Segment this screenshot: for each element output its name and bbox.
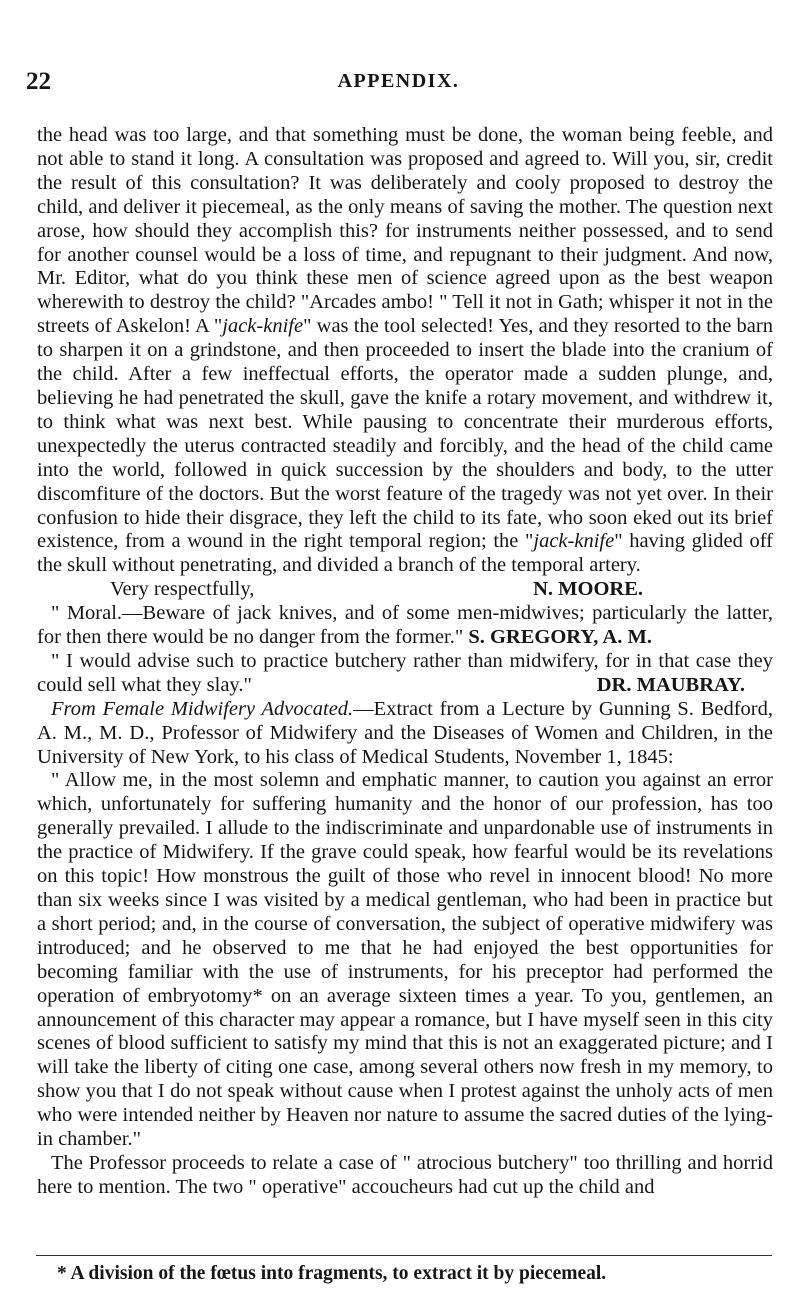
footnote: * A division of the fœtus into fragments, to extract it by piecemeal. [57,1263,607,1284]
narrative-part-1: the head was too large, and that something must be done, the woman being feeble, and not able to stand it long. A consultation was proposed and agreed to. Will you, sir, credit the result of this consultation? It was deliberately and cooly proposed to destroy the child, and deliver it piecemeal, as the only means of saving the mother. The question next arose, how should they accomplish this? for instruments neither possessed, and to send for another counsel would be a loss of time, and repugnant to their judgment. And now, Mr. Editor, what do you think these men of science agreed upon as the best weapon wherewith to destroy the child? "Arcades ambo! " Tell it not in Gath; whisper it not in the streets of Askelon! A " [37,124,773,338]
signature-moore [37,578,773,602]
page-number: 22 [26,68,51,95]
signoff-text: Very respectfully, [110,578,255,601]
body-text [37,124,773,1200]
running-head: APPENDIX. [337,70,460,92]
narrative-part-2: " was the tool selected! Yes, and they resorted to the barn to sharpen it on a grindstone, and then proceeded to insert the blade into the cranium of the child. After a few ineffectual efforts, the operator made a sudden plunge, and, believing he had penetrated the skull, gave the knife a rotary movement, and withdrew it, to think what was next best. While pausing to concentrate their murderous efforts, unexpectedly the uterus contracted steadily and forcibly, and the head of the child came into the world, followed in quick succession by the shoulders and body, to the utter discomfiture of the doctors. But the worst feature of the tragedy was not yet over. In their confusion to hide their disgrace, they left the child to its fate, who soon eked out its brief existence, from a wound in the right temporal region; the " [37,315,773,553]
page-header [26,68,771,98]
advise-text: " I would advise such to practice butchery rather than midwifery, for in that case they could sell what they slay." [37,649,773,696]
source-title: From Female Midwifery Advocated. [51,697,354,720]
jack-knife-italic-1: jack-knife [222,315,304,338]
quote-text: " Allow me, in the most solemn and emphatic manner, to caution you against an error which, unfortunately for suffering humanity and the honor of our profession, has too generally prevailed. I allude to the indiscriminate and unpardonable use of instruments in the practice of Midwifery. If the grave could speak, how fearful would be its revelations on this topic! How monstrous the guilt of those who revel in innocent blood! No more than six weeks since I was visited by a medical gentleman, who had been in practice but a short period; and, in the course of conversation, the subject of operative midwifery was introduced; and he observed to me that he had enjoyed the best opportunities for becoming familiar with the use of instruments, for his preceptor had performed the operation of embryotomy* on an average sixteen times a year. To you, gentlemen, an announcement of this character may appear a romance, but I have myself seen in this city scenes of blood sufficient to satisfy my mind that this is not an exaggerated picture; and I will take the liberty of citing one case, among several others now fresh in my memory, to show you that I do not speak without cause when I protest against the unholy acts of men who were intended neither by Heaven nor nature to assume the sacred duties of the lying-in chamber." [37,769,773,1151]
advise-signature: DR. MAUBRAY. [596,673,745,696]
source-text: —Extract from a Lecture by Gunning S. Bedford, A. M., M. D., Professor of Midwifery and the Diseases of Women and Children, in the University of New York, to his class of Medical Students, November 1, 1845: [37,697,773,768]
paragraph-quote [37,769,773,1152]
moral-signature: S. GREGORY, A. M. [468,626,652,649]
jack-knife-italic-2: jack-knife [533,530,615,553]
paragraph-advise [37,650,773,698]
paragraph-last [37,1152,773,1200]
footnote-rule [36,1255,772,1256]
paragraph-narrative [37,124,773,578]
narrative-part-3: " having glided off the skull without penetrating, and divided a branch of the temporal artery. [37,530,773,577]
signature-name: N. MOORE. [533,578,643,601]
paragraph-source [37,698,773,770]
last-text: The Professor proceeds to relate a case of " atrocious butchery" too thrilling and horrid here to mention. The two " operative" accoucheurs had cut up the child and [37,1151,773,1198]
moral-text: " Moral.—Beware of jack knives, and of some men-midwives; particularly the latter, for then there would be no danger from the former." [37,602,773,649]
paragraph-moral [37,602,773,650]
